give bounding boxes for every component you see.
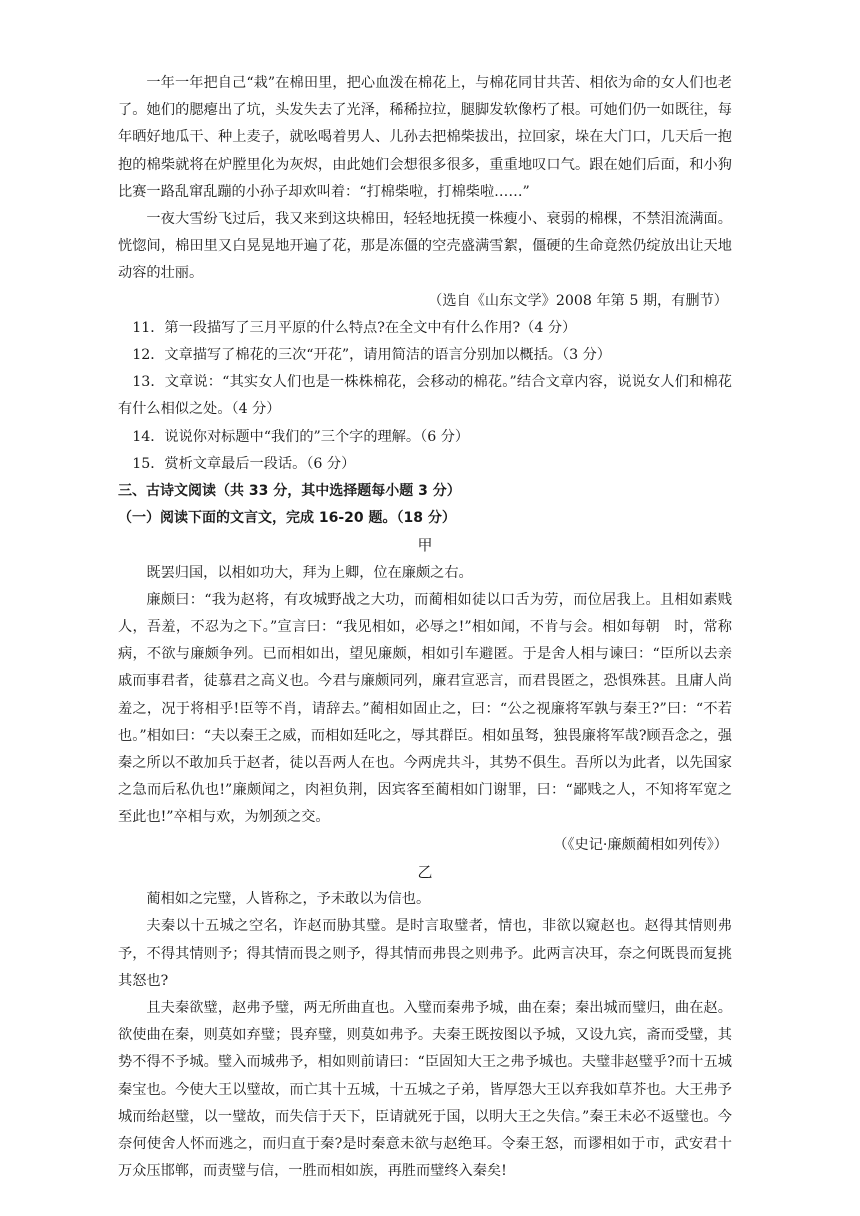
section-subtitle: （一）阅读下面的文言文，完成 16-20 题。（18 分） [118,510,456,527]
question-15: 15．赏析文章最后一段话。（6 分） [132,455,356,472]
story-source: （选自《山东文学》2008 年第 5 期，有删节） [428,292,728,309]
question-12: 12．文章描写了棉花的三次“开花”，请用简洁的语言分别加以概括。（3 分） [132,347,611,364]
exam-page [118,70,732,1185]
section-title: 三、古诗文阅读（共 33 分，其中选择题每小题 3 分） [118,483,461,500]
text-yi-paragraph: 且夫秦欲璧，赵弗予璧，两无所曲直也。入璧而秦弗予城，曲在秦；秦出城而璧归，曲在赵。欲使曲在秦，则莫如弃璧；畏弃璧，则莫如弗予。夫秦王既按图以予城，又设九宾，斋而受璧，其势不得不予城。璧入而城弗予，相如则前请曰：“臣固知大王之弗予城也。夫璧非赵璧乎?而十五城秦宝也。今使大王以璧故，而亡其十五城，十五城之子弟，皆厚怨大王以弃我如草芥也。大王弗予城而绐赵璧，以一璧故，而失信于天下，臣请就死于国，以明大王之失信。”秦王未必不返璧也。今奈何使舍人怀而逃之，而归直于秦?是时秦意未欲与赵绝耳。令秦王怒，而谬相如于市，武安君十万众压邯郸，而责璧与信，一胜而相如族，再胜而璧终入秦矣! [118,999,732,1180]
question-14: 14．说说你对标题中“我们的”三个字的理解。（6 分） [132,428,470,445]
text-yi-label: 乙 [417,862,433,881]
text-jia-source: （《史记·廉颇蔺相如列传》） [553,836,728,853]
question-13: 13．文章说：“其实女人们也是一株株棉花，会移动的棉花。”结合文章内容，说说女人们和棉花有什么相似之处。（4 分） [118,374,732,418]
question-11: 11．第一段描写了三月平原的什么特点?在全文中有什么作用?（4 分） [132,319,577,336]
text-jia-paragraph: 既罢归国，以相如功大，拜为上卿，位在廉颇之右。 [146,564,473,581]
story-paragraph: 一夜大雪纷飞过后，我又来到这块棉田，轻轻地抚摸一株瘦小、衰弱的棉棵，不禁泪流满面。恍惚间，棉田里又白晃晃地开遍了花，那是冻僵的空壳盛满雪絮，僵硬的生命竟然仍绽放出让天地动容的壮丽。 [118,211,732,282]
text-jia-label: 甲 [417,536,433,555]
story-paragraph: 一年一年把自己“栽”在棉田里，把心血泼在棉花上，与棉花同甘共苦、相依为命的女人们也老了。她们的腮瘪出了坑，头发失去了光泽，稀稀拉拉，腿脚发软像朽了根。可她们仍一如既往，每年晒好地瓜干、种上麦子，就吆喝着男人、儿孙去把棉柴拔出，拉回家，垛在大门口，几天后一抱抱的棉柴就将在炉膛里化为灰烬，由此她们会想很多很多，重重地叹口气。跟在她们后面，和小狗比赛一路乱窜乱蹦的小孙子却欢叫着：“打棉柴啦，打棉柴啦……” [118,75,732,200]
text-yi-paragraph: 蔺相如之完璧，人皆称之，予未敢以为信也。 [146,891,431,908]
text-jia-paragraph: 廉颇曰：“我为赵将，有攻城野战之大功，而蔺相如徒以口舌为劳，而位居我上。且相如素贱人，吾羞，不忍为之下。”宣言曰：“我见相如，必辱之!”相如闻，不肯与会。相如每朝 时，常称病，不欲与廉颇争列。已而相如出，望见廉颇，相如引车避匿。于是舍人相与谏曰：“臣所以去亲戚而事君者，徒慕君之高义也。今君与廉颇同列，廉君宣恶言，而君畏匿之，恐惧殊甚。且庸人尚羞之，况于将相乎!臣等不肖，请辞去。”蔺相如固止之，曰：“公之视廉将军孰与秦王?”曰：“不若也。”相如曰：“夫以秦王之威，而相如廷叱之，辱其群臣。相如虽驽，独畏廉将军哉?顾吾念之，强秦之所以不敢加兵于赵者，徒以吾两人在也。今两虎共斗，其势不俱生。吾所以为此者，以先国家之急而后私仇也!”廉颇闻之，肉袒负荆，因宾客至蔺相如门谢罪，曰：“鄙贱之人，不知将军宽之至此也!”卒相与欢，为刎颈之交。 [118,591,732,826]
text-yi-paragraph: 夫秦以十五城之空名，诈赵而胁其璧。是时言取璧者，情也，非欲以窥赵也。赵得其情则弗予，不得其情则予；得其情而畏之则予，得其情而弗畏之则弗予。此两言决耳，奈之何既畏而复挑其怒也? [118,918,732,989]
